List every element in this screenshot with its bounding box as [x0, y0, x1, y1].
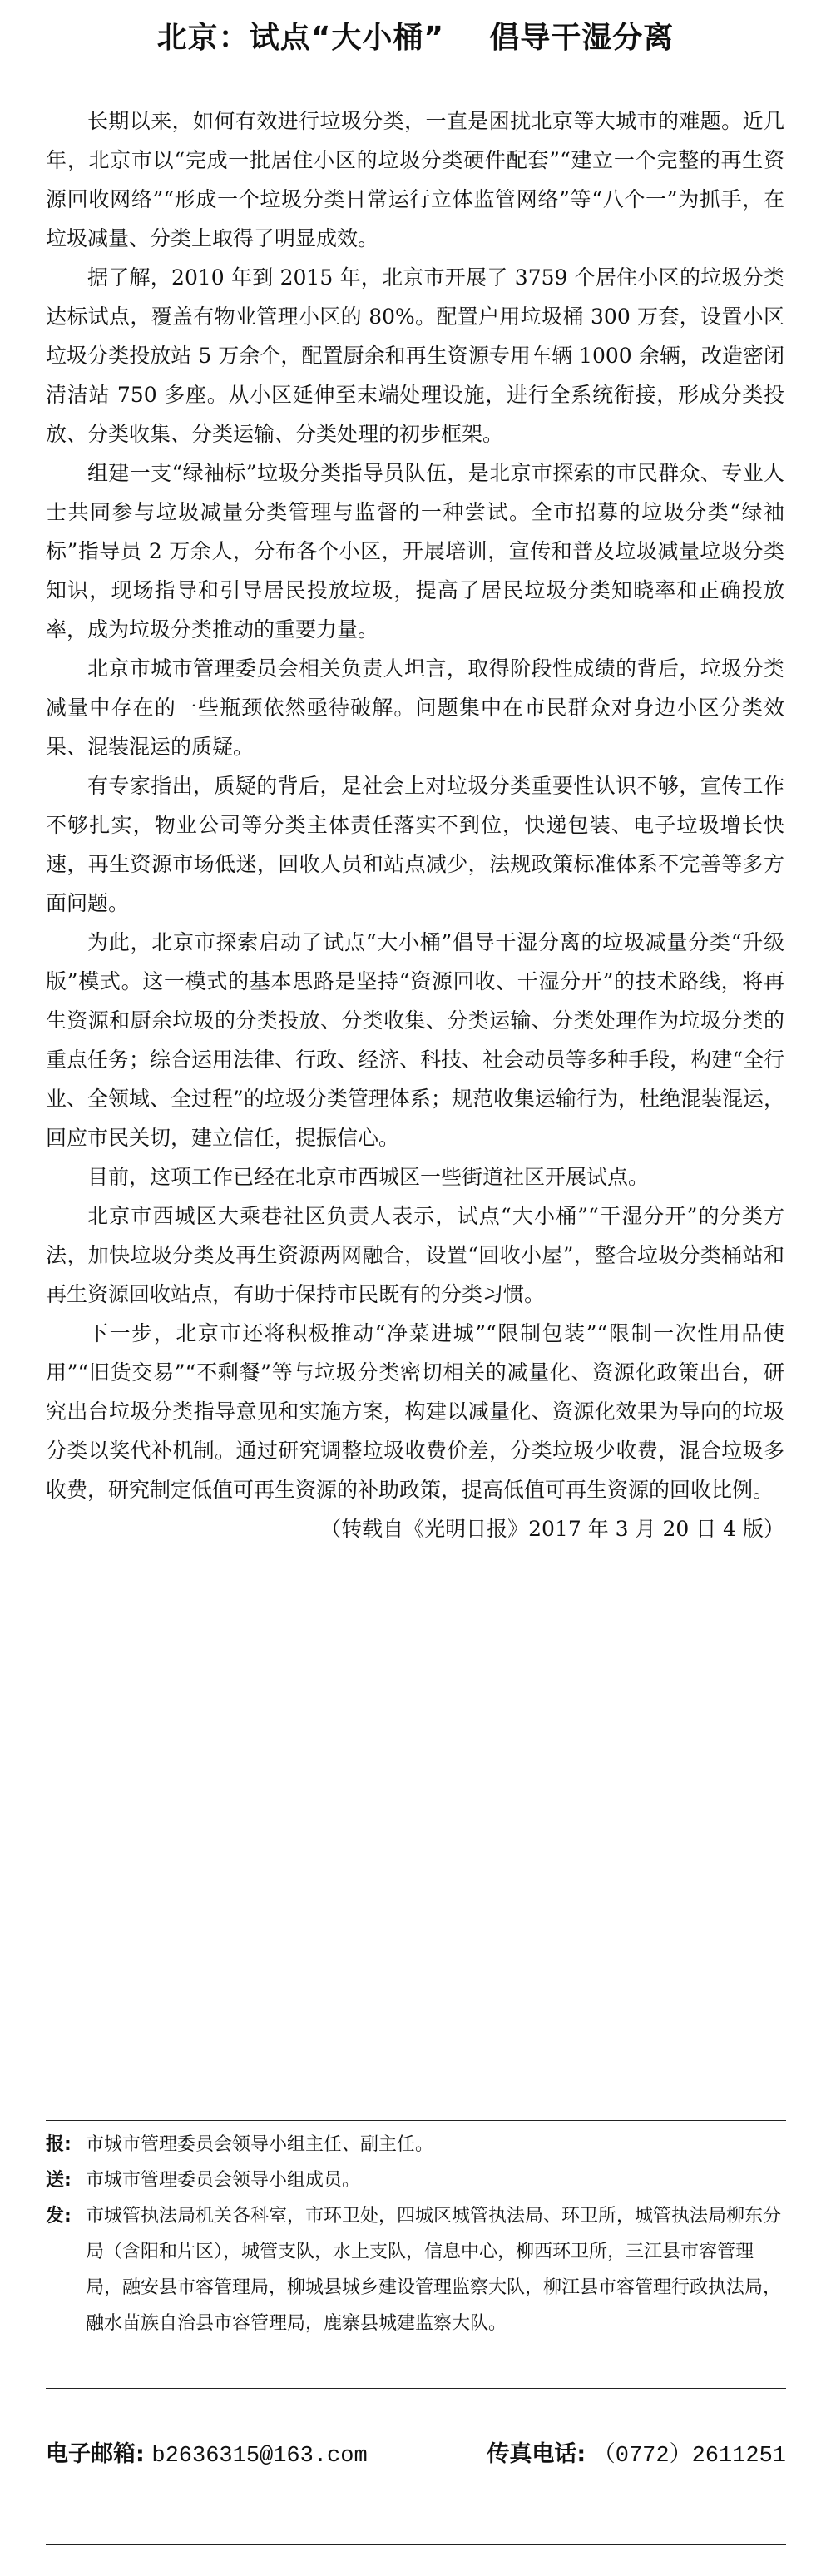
distribution-report [46, 2127, 784, 2162]
issue-label: 发: [46, 2206, 72, 2227]
divider-top [46, 2120, 786, 2121]
distribution-send [46, 2162, 784, 2198]
article-paragraph: 据了解，2010 年到 2015 年，北京市开展了 3759 个居住小区的垃圾分类达标试点，覆盖有物业管理小区的 80%。配置户用垃圾桶 300 万套，设置小区垃圾分类投放站 5 万余个，配置厨余和再生资源专用车辆 1000 余辆，改造密闭清洁站 750 多座。从小区延伸至末端处理设施，进行全系统衔接，形成分类投放、分类收集、分类运输、分类处理的初步框架。 [46, 265, 784, 446]
email-label: 电子邮箱: [46, 2441, 145, 2467]
article-paragraph: 长期以来，如何有效进行垃圾分类，一直是困扰北京等大城市的难题。近几年，北京市以“完成一批居住小区的垃圾分类硬件配套”“建立一个完整的再生资源回收网络”“形成一个垃圾分类日常运行立体监管网络”等“八个一”为抓手，在垃圾减量、分类上取得了明显成效。 [46, 109, 784, 250]
article-paragraph: 为此，北京市探索启动了试点“大小桶”倡导干湿分离的垃圾减量分类“升级版”模式。这一模式的基本思路是坚持“资源回收、干湿分开”的技术路线，将再生资源和厨余垃圾的分类投放、分类收集、分类运输、分类处理作为垃圾分类的重点任务；综合运用法律、行政、经济、科技、社会动员等多种手段，构建“全行业、全领域、全过程”的垃圾分类管理体系；规范收集运输行为，杜绝混装混运，回应市民关切，建立信任，提振信心。 [46, 930, 784, 1150]
issue-recipients: 市城管执法局机关各科室，市环卫处，四城区城管执法局、环卫所，城管执法局柳东分局（含阳和片区），城管支队，水上支队，信息中心，柳西环卫所，三江县市容管理局，融安县市容管理局，柳城县城乡建设管理监察大队，柳江县市容管理行政执法局，融水苗族自治县市容管理局，鹿寨县城建监察大队。 [86, 2206, 782, 2334]
article-paragraph: 北京市城市管理委员会相关负责人坦言，取得阶段性成绩的背后，垃圾分类减量中存在的一些瓶颈依然亟待破解。问题集中在市民群众对身边小区分类效果、混装混运的质疑。 [46, 656, 784, 759]
article-paragraph: 有专家指出，质疑的背后，是社会上对垃圾分类重要性认识不够，宣传工作不够扎实，物业公司等分类主体责任落实不到位，快递包装、电子垃圾增长快速，再生资源市场低迷，回收人员和站点减少，法规政策标准体系不完善等多方面问题。 [46, 774, 784, 915]
article-paragraph: 组建一支“绿袖标”垃圾分类指导员队伍，是北京市探索的市民群众、专业人士共同参与垃圾减量分类管理与监督的一种尝试。全市招募的垃圾分类“绿袖标”指导员 2 万余人，分布各个小区，开展培训，宣传和普及垃圾减量垃圾分类知识，现场指导和引导居民投放垃圾，提高了居民垃圾分类知晓率和正确投放率，成为垃圾分类推动的重要力量。 [46, 461, 784, 642]
article-body [46, 102, 784, 1548]
fax-label: 传真电话: [487, 2441, 586, 2467]
contact-footer [46, 2430, 786, 2479]
email-address[interactable]: b2636315@163.com [151, 2444, 368, 2469]
source-citation: （转载自《光明日报》2017 年 3 月 20 日 4 版） [320, 1517, 784, 1541]
fax-block [487, 2430, 786, 2481]
distribution-list [46, 2127, 784, 2341]
article-paragraph: 北京市西城区大乘巷社区负责人表示，试点“大小桶”“干湿分开”的分类方法，加快垃圾分类及再生资源两网融合，设置“回收小屋”，整合垃圾分类桶站和再生资源回收站点，有助于保持市民既有的分类习惯。 [46, 1204, 784, 1306]
report-recipients: 市城市管理委员会领导小组主任、副主任。 [86, 2134, 434, 2155]
email-block [46, 2430, 368, 2481]
article-paragraph: 目前，这项工作已经在北京市西城区一些街道社区开展试点。 [87, 1165, 650, 1189]
send-label: 送: [46, 2170, 72, 2191]
divider-bottom [46, 2544, 786, 2545]
distribution-issue [46, 2198, 784, 2341]
article-paragraph: 下一步，北京市还将积极推动“净菜进城”“限制包装”“限制一次性用品使用”“旧货交易”“不剩餐”等与垃圾分类密切相关的减量化、资源化政策出台，研究出台垃圾分类指导意见和实施方案，构建以减量化、资源化效果为导向的垃圾分类以奖代补机制。通过研究调整垃圾收费价差，分类垃圾少收费，混合垃圾多收费，研究制定低值可再生资源的补助政策，提高低值可再生资源的回收比例。 [46, 1321, 784, 1502]
fax-number: （0772）2611251 [592, 2444, 786, 2469]
send-recipients: 市城市管理委员会领导小组成员。 [86, 2170, 361, 2191]
divider-middle [46, 2388, 786, 2389]
article-title: 北京：试点“大小桶” 倡导干湿分离 [156, 21, 675, 55]
report-label: 报: [46, 2134, 72, 2155]
